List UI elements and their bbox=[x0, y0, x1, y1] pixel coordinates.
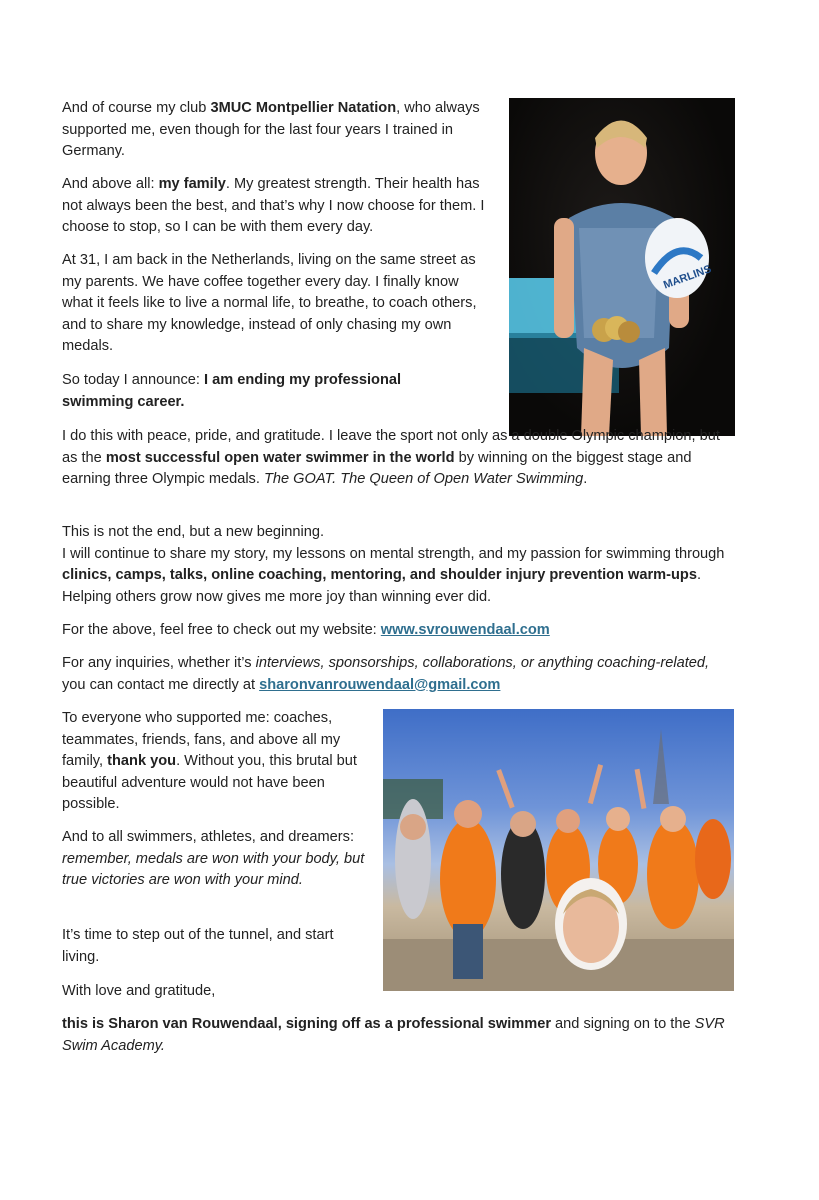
bold-text: I am ending my professional swimming career. bbox=[62, 372, 402, 410]
paragraph-website bbox=[62, 620, 734, 642]
text: by winning on the biggest stage and earning three Olympic medals. bbox=[62, 449, 692, 488]
italic-text: remember, medals are won with your body, but true victories are won with your mind. bbox=[62, 850, 365, 889]
text: For the above, feel free to check out my website: bbox=[62, 622, 381, 638]
bold-text: this is Sharon van Rouwendaal, signing off as a professional swimmer bbox=[62, 1016, 551, 1032]
paragraph-closing: With love and gratitude, bbox=[62, 983, 216, 999]
text: I will continue to share my story, my lessons on mental strength, and my passion for swimming through bbox=[62, 545, 725, 562]
text: For any inquiries, whether it’s bbox=[62, 655, 256, 671]
crowd-illustration bbox=[383, 709, 734, 991]
text: . Without you, this brutal but beautiful adventure would not have been possible. bbox=[62, 753, 357, 813]
paragraph-signoff bbox=[62, 1014, 742, 1057]
text: and signing on to the bbox=[551, 1016, 695, 1032]
bold-text: clinics, camps, talks, online coaching, mentoring, and shoulder injury prevention warm-ups bbox=[62, 567, 697, 584]
text: . bbox=[583, 471, 588, 488]
email-link[interactable]: sharonvanrouwendaal@gmail.com bbox=[259, 676, 501, 693]
text: And above all: bbox=[62, 176, 159, 192]
paragraph-thanks bbox=[62, 708, 368, 816]
italic-text: interviews, sponsorships, collaborations, or anything coaching-related, bbox=[255, 655, 710, 671]
paragraph-dreamers bbox=[62, 827, 368, 892]
website-link[interactable]: www.svrouwendaal.com bbox=[380, 622, 550, 638]
paragraph-netherlands: At 31, I am back in the Netherlands, living on the same street as my parents. We have coffee together every day. I finally know what it feels like to live a normal life, to breathe, to coach others, and to share my knowledge, instead of only chasing my own medals. bbox=[62, 252, 477, 355]
italic-text: The GOAT. The Queen of Open Water Swimming bbox=[263, 471, 584, 488]
text: And of course my club bbox=[62, 100, 211, 116]
bold-text: thank you bbox=[107, 753, 177, 770]
text: So today I announce: bbox=[62, 372, 204, 388]
paragraph-family bbox=[62, 174, 494, 239]
paragraph-tunnel: It’s time to step out of the tunnel, and start living. bbox=[62, 927, 334, 965]
paragraph-new-beginning bbox=[62, 522, 734, 608]
swimmer-medals-photo bbox=[509, 98, 735, 436]
cap-logo-text: MARLINS bbox=[661, 263, 714, 292]
paragraph-inquiries bbox=[62, 653, 734, 696]
text: And to all swimmers, athletes, and dreamers: bbox=[62, 829, 354, 845]
bold-text: my family bbox=[158, 176, 226, 192]
text: . My greatest strength. Their health has not always been the best, and that’s why I now choose for them. I choose to stop, so I can be with them every day. bbox=[62, 176, 485, 236]
paragraph-legacy bbox=[62, 426, 734, 491]
fans-group-photo bbox=[383, 709, 734, 991]
italic-text: SVR Swim Academy. bbox=[62, 1016, 725, 1054]
text: , who always supported me, even though for the last four years I trained in Germany. bbox=[62, 100, 480, 160]
text: you can contact me directly at bbox=[62, 676, 260, 693]
text: This is not the end, but a new beginning. bbox=[62, 524, 325, 540]
bold-text: 3MUC Montpellier Natation bbox=[210, 100, 397, 116]
paragraph-club bbox=[62, 98, 482, 163]
paragraph-announcement bbox=[62, 370, 462, 413]
text: I do this with peace, pride, and gratitude. I leave the sport not only as a double Olympic champion, but as the bbox=[62, 428, 720, 466]
text: . Helping others grow now gives me more joy than winning ever did. bbox=[62, 567, 702, 605]
text: To everyone who supported me: coaches, teammates, friends, fans, and above all my family, bbox=[62, 710, 341, 770]
swimmer-illustration bbox=[509, 98, 735, 436]
bold-text: most successful open water swimmer in the world bbox=[105, 449, 455, 466]
